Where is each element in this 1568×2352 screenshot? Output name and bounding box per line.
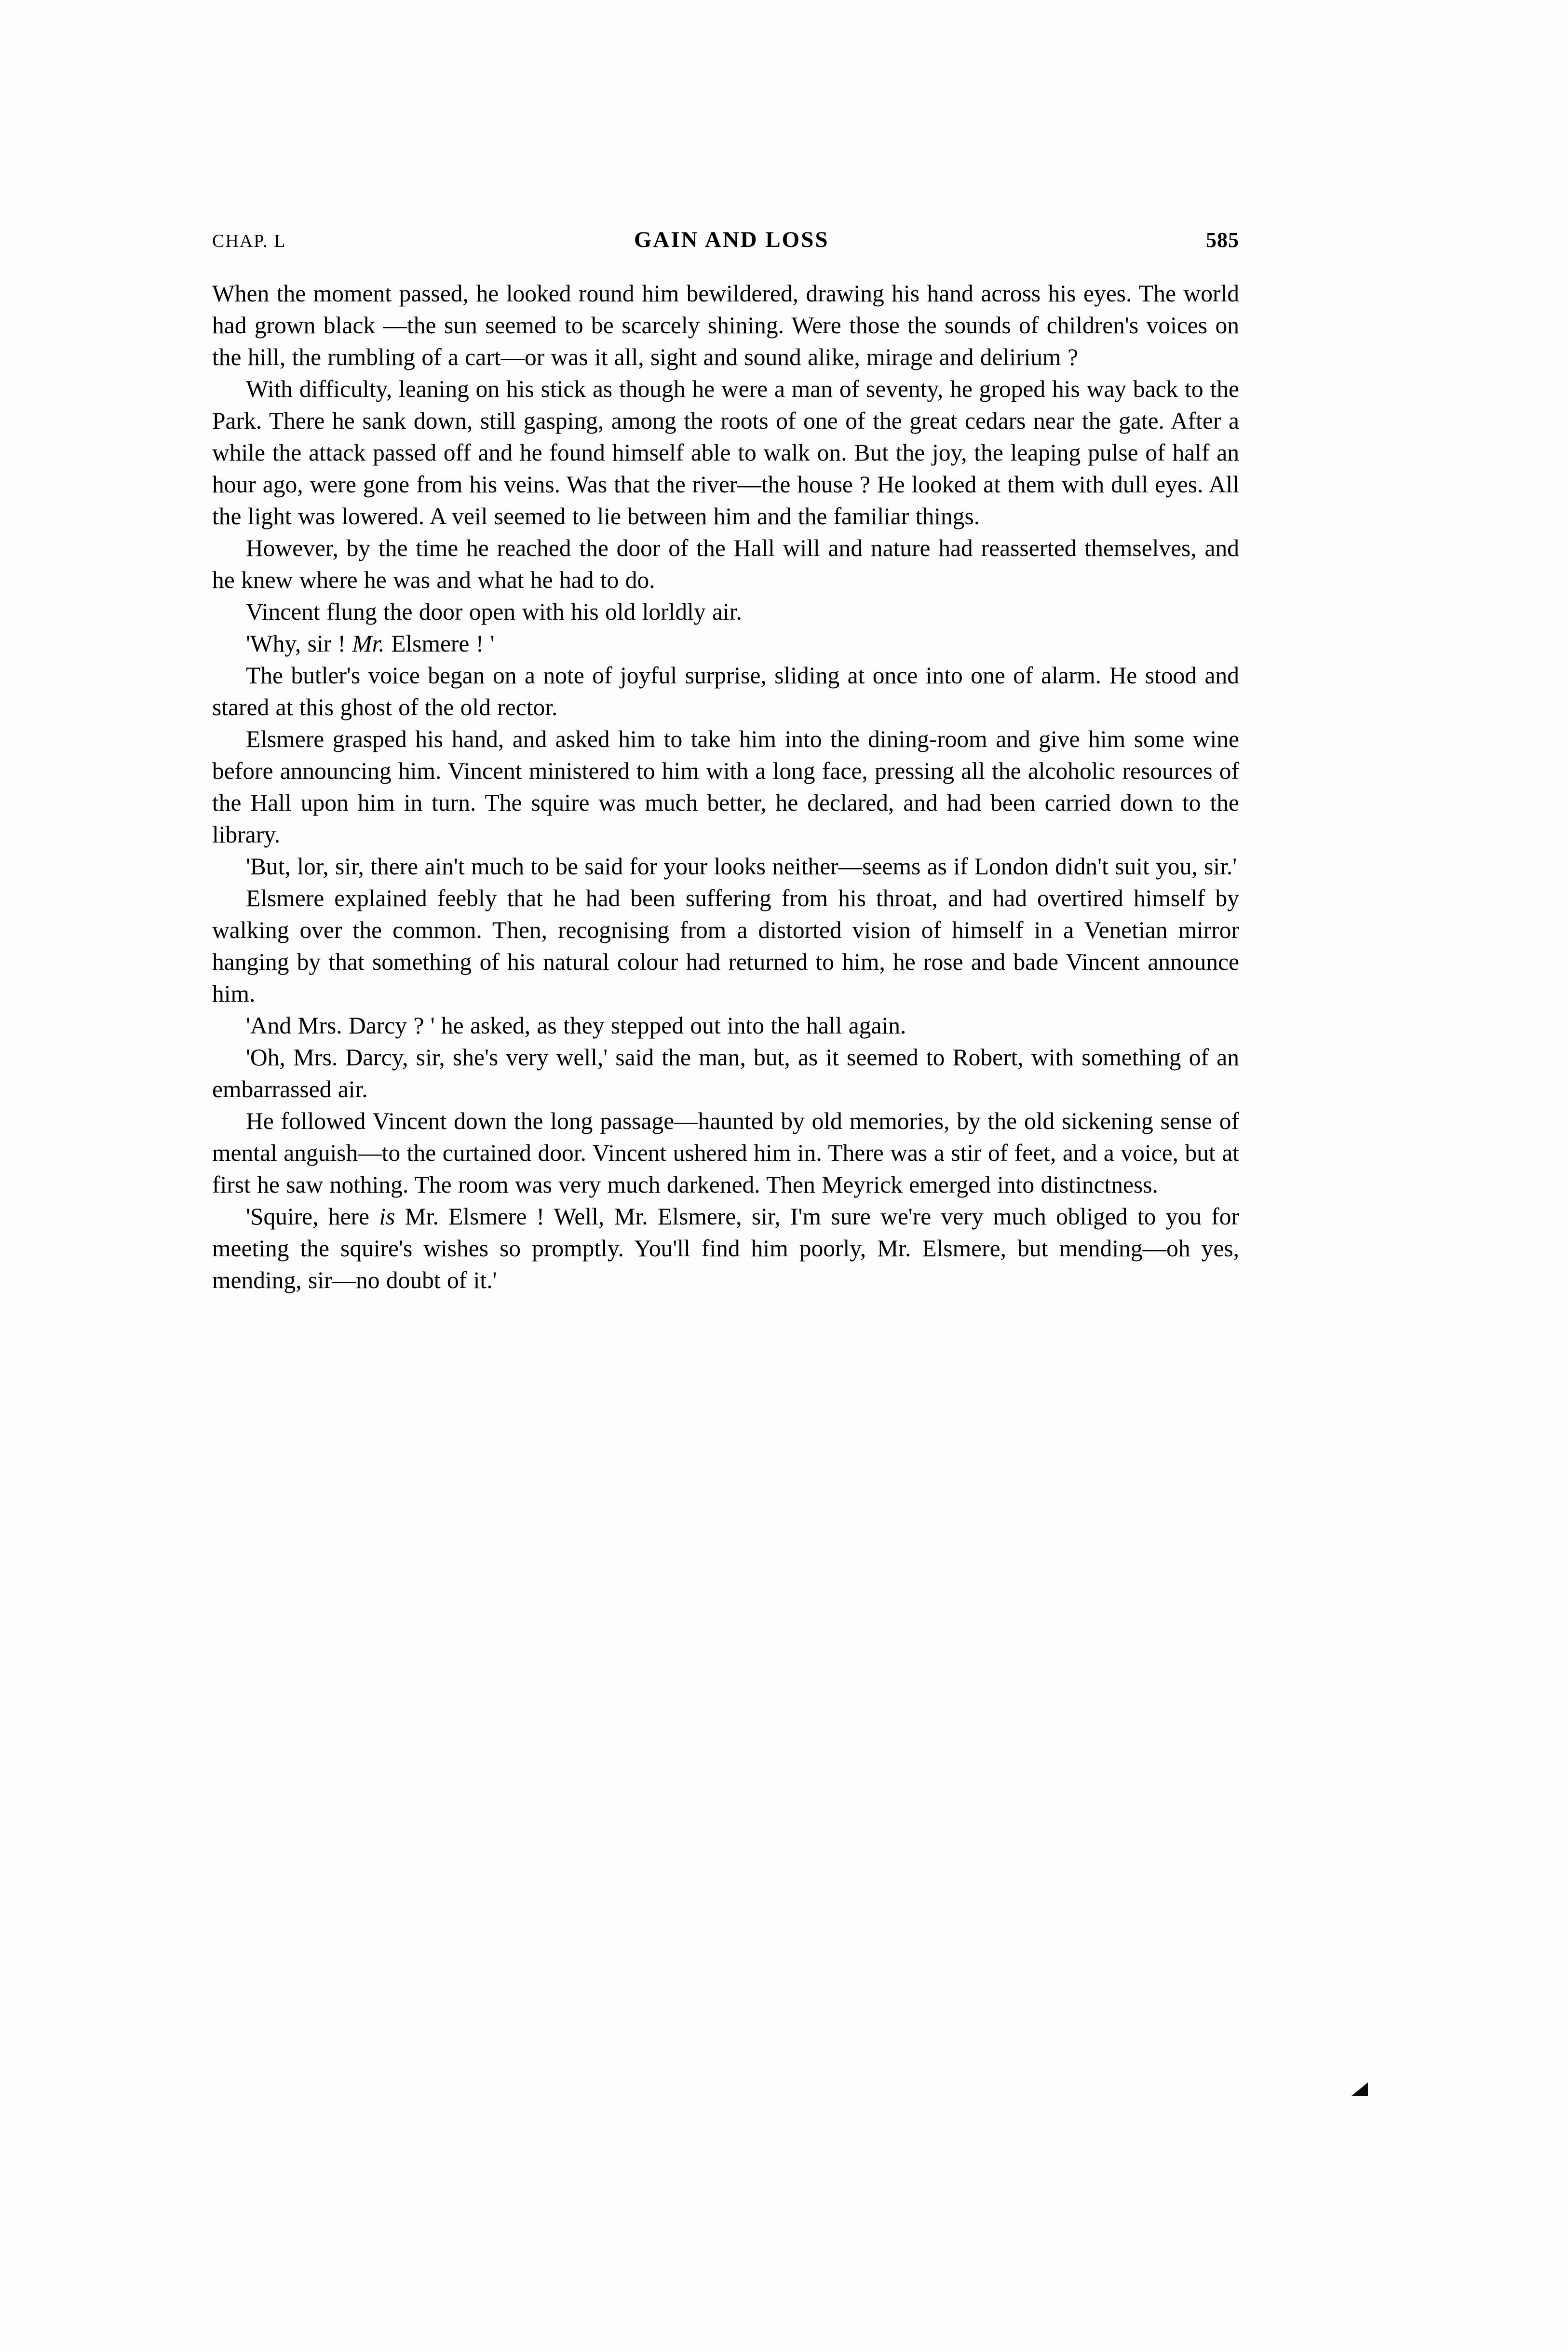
paragraph-dialogue: 'Squire, here is Mr. Elsmere ! Well, Mr. Elsmere, sir, I'm sure we're very much obliged to you for meeting the squire's wishes so promptly. You'll find him poorly, Mr. Elsmere, but mending—oh yes, mending, sir—no doubt of it.' [212,1203,1239,1293]
paragraph: Vincent flung the door open with his old lorldly air. [246,598,742,625]
paragraph: He followed Vincent down the long passage—haunted by old memories, by the old sickening sense of mental anguish—to the curtained door. Vincent ushered him in. There was a stir of feet, and a voice, but at first he saw nothing. The room was very much darkened. Then Meyrick emerged into distinctness. [212,1108,1239,1198]
paragraph: Elsmere explained feebly that he had been suffering from his throat, and had overtired himself by walking over the common. Then, recognising from a distorted vision of himself in a Venetian mirror hanging by that something of his natural colour had returned to him, he rose and bade Vincent announce him. [212,885,1239,1007]
paragraph: Elsmere grasped his hand, and asked him to take him into the dining-room and give him some wine before announcing him. Vincent ministered to him with a long face, pressing all the alcoholic resources of the Hall upon him in turn. The squire was much better, he declared, and had been carried down to the library. [212,726,1239,848]
paragraph: When the moment passed, he looked round him bewildered, drawing his hand across his eyes. The world had grown black —the sun seemed to be scarcely shining. Were those the sounds of children's voices on the hill, the rumbling of a cart—or was it all, sight and sound alike, mirage and delirium ? [212,280,1239,370]
running-head-chapter: CHAP. L [212,231,286,251]
corner-mark-icon [1352,2082,1368,2096]
paragraph: The butler's voice began on a note of joyful surprise, sliding at once into one of alarm. He stood and stared at this ghost of the old rector. [212,662,1239,721]
paragraph-dialogue: 'Why, sir ! Mr. Elsmere ! ' [246,630,495,657]
running-head-title: GAIN AND LOSS [634,227,829,252]
paragraph: With difficulty, leaning on his stick as though he were a man of seventy, he groped his way back to the Park. There he sank down, still gasping, among the roots of one of the great cedars near the gate. After a while the attack passed off and he found himself able to walk on. But the joy, the leaping pulse of half an hour ago, were gone from his veins. Was that the river—the house ? He looked at them with dull eyes. All the light was lowered. A veil seemed to lie between him and the familiar things. [212,376,1239,530]
paragraph-dialogue: 'But, lor, sir, there ain't much to be said for your looks neither—seems as if London didn't suit you, sir.' [246,853,1237,880]
paragraph-dialogue: 'And Mrs. Darcy ? ' he asked, as they stepped out into the hall again. [246,1012,906,1039]
paragraph: However, by the time he reached the door of the Hall will and nature had reasserted themselves, and he knew where he was and what he had to do. [212,535,1239,593]
page-content [212,227,1239,1296]
paragraph-dialogue: 'Oh, Mrs. Darcy, sir, she's very well,' said the man, but, as it seemed to Robert, with something of an embarrassed air. [212,1044,1239,1102]
page-number: 585 [1206,228,1239,252]
running-head [212,227,1239,253]
